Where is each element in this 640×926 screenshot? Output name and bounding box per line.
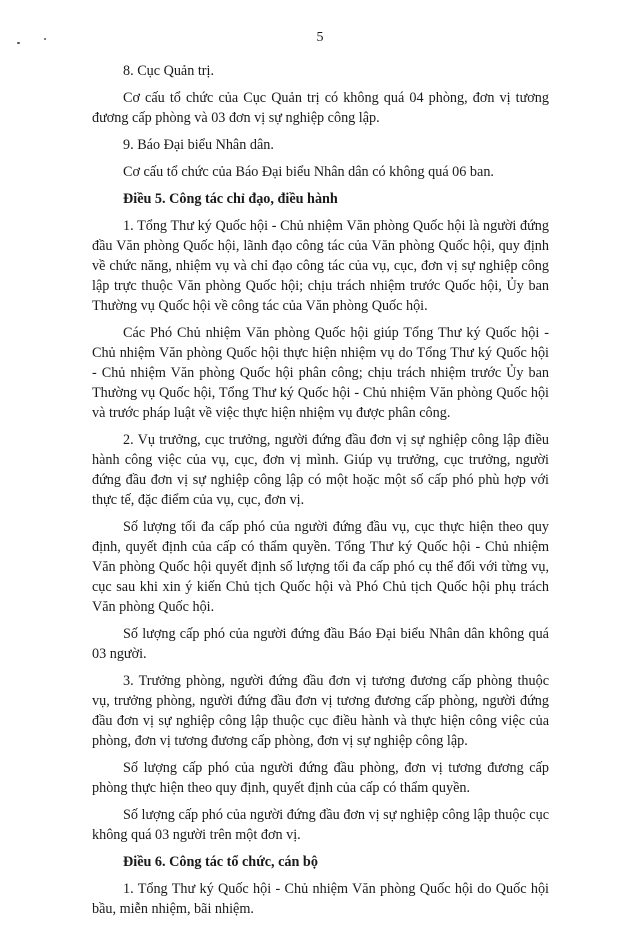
body-paragraph: Số lượng cấp phó của người đứng đầu phòng, đơn vị tương đương cấp phòng thực hiện theo quy định, quyết định của cấp có thẩm quyền. <box>92 760 549 796</box>
body-paragraph: Số lượng tối đa cấp phó của người đứng đầu vụ, cục thực hiện theo quy định, quyết định của cấp có thẩm quyền. Tổng Thư ký Quốc hội - Chủ nhiệm Văn phòng Quốc hội quyết định số lượng tối đa cấp phó cụ thể đối với từng vụ, cục sau khi xin ý kiến Chủ tịch Quốc hội và Phó Chủ tịch Quốc hội phụ trách Văn phòng Quốc hội. <box>92 519 549 615</box>
body-paragraph: Cơ cấu tổ chức của Cục Quản trị có không quá 04 phòng, đơn vị tương đương cấp phòng và 03 đơn vị sự nghiệp công lập. <box>92 90 549 126</box>
section-item-8: 8. Cục Quản trị. <box>123 63 215 79</box>
section-item-9: 9. Báo Đại biểu Nhân dân. <box>123 137 274 153</box>
body-paragraph: Cơ cấu tổ chức của Báo Đại biểu Nhân dân có không quá 06 ban. <box>123 164 494 180</box>
document-body <box>92 61 549 926</box>
article-heading-6: Điều 6. Công tác tổ chức, cán bộ <box>123 854 318 870</box>
body-paragraph: 1. Tổng Thư ký Quốc hội - Chủ nhiệm Văn phòng Quốc hội do Quốc hội bầu, miễn nhiệm, bãi nhiệm. <box>92 881 549 917</box>
page-number: 5 <box>316 30 324 45</box>
body-paragraph: Các Phó Chủ nhiệm Văn phòng Quốc hội giúp Tổng Thư ký Quốc hội - Chủ nhiệm Văn phòng Quốc hội thực hiện nhiệm vụ do Tổng Thư ký Quốc hội - Chủ nhiệm Văn phòng Quốc hội phân công; chịu trách nhiệm trước Ủy ban Thường vụ Quốc hội, Tổng Thư ký Quốc hội - Chủ nhiệm Văn phòng Quốc hội và trước pháp luật về việc thực hiện nhiệm vụ được phân công. <box>92 325 549 421</box>
body-paragraph: Số lượng cấp phó của người đứng đầu Báo Đại biểu Nhân dân không quá 03 người. <box>92 626 549 662</box>
body-paragraph: 3. Trưởng phòng, người đứng đầu đơn vị tương đương cấp phòng thuộc vụ, trưởng phòng, người đứng đầu đơn vị tương đương cấp phòng, người đứng đầu đơn vị sự nghiệp công lập thuộc cục điều hành và thực hiện công việc của phòng, đơn vị tương đương cấp phòng, đơn vị sự nghiệp công lập. <box>92 673 549 749</box>
body-paragraph: 1. Tổng Thư ký Quốc hội - Chủ nhiệm Văn phòng Quốc hội là người đứng đầu Văn phòng Quốc hội, lãnh đạo công tác của Văn phòng Quốc hội, quy định về chức năng, nhiệm vụ và chỉ đạo công tác của vụ, cục, đơn vị sự nghiệp công lập trực thuộc Văn phòng Quốc hội; chịu trách nhiệm trước Quốc hội, Ủy ban Thường vụ Quốc hội về công tác của Văn phòng Quốc hội. <box>92 218 549 314</box>
body-paragraph: 2. Vụ trưởng, cục trưởng, người đứng đầu đơn vị sự nghiệp công lập điều hành công việc của vụ, cục, đơn vị mình. Giúp vụ trưởng, cục trưởng, người đứng đầu đơn vị sự nghiệp công lập có một hoặc một số cấp phó phù hợp với thực tế, đặc điểm của vụ, cục, đơn vị. <box>92 432 549 508</box>
article-heading-5: Điều 5. Công tác chỉ đạo, điều hành <box>123 191 338 207</box>
body-paragraph: Số lượng cấp phó của người đứng đầu đơn vị sự nghiệp công lập thuộc cục không quá 03 người trên một đơn vị. <box>92 807 549 843</box>
